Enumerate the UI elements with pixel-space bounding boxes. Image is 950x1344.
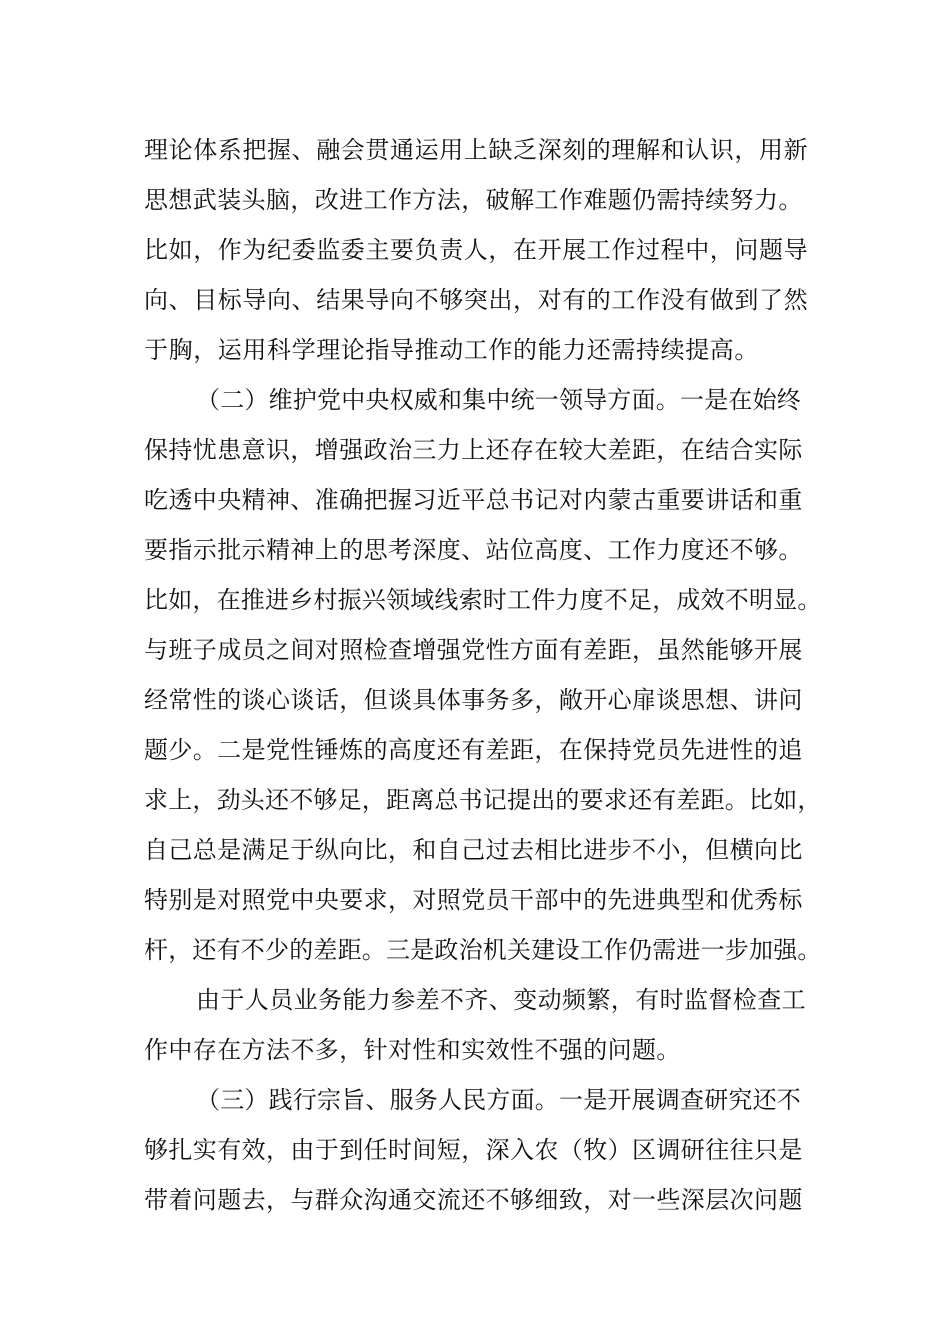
body-text-line: 求上，劲头还不够足，距离总书记提出的要求还有差距。比如， (144, 786, 822, 814)
body-text-line: （二）维护党中央权威和集中统一领导方面。一是在始终 (196, 386, 801, 414)
body-text-line: 与班子成员之间对照检查增强党性方面有差距，虽然能够开展 (144, 636, 803, 664)
body-text-line: 题少。二是党性锤炼的高度还有差距，在保持党员先进性的追 (144, 736, 803, 764)
body-text-line: 比如，作为纪委监委主要负责人，在开展工作过程中，问题导 (144, 236, 809, 264)
body-text-line: 作中存在方法不多，针对性和实效性不强的问题。 (144, 1036, 681, 1064)
body-text-line: 特别是对照党中央要求，对照党员干部中的先进典型和优秀标 (144, 886, 803, 914)
body-text-line: 自己总是满足于纵向比，和自己过去相比进步不小，但横向比 (144, 836, 803, 864)
body-text-line: 吃透中央精神、准确把握习近平总书记对内蒙古重要讲话和重 (144, 486, 803, 514)
body-text-line: 思想武装头脑，改进工作方法，破解工作难题仍需持续努力。 (144, 186, 803, 214)
body-text-line: 保持忧患意识，增强政治三力上还存在较大差距，在结合实际 (144, 436, 803, 464)
body-text-line: 向、目标导向、结果导向不够突出，对有的工作没有做到了然 (144, 286, 809, 314)
body-text-line: 于胸，运用科学理论指导推动工作的能力还需持续提高。 (144, 336, 759, 364)
body-text-line: 要指示批示精神上的思考深度、站位高度、工作力度还不够。 (144, 536, 803, 564)
body-text-line: 由于人员业务能力参差不齐、变动频繁，有时监督检查工 (196, 986, 806, 1014)
body-text-line: 够扎实有效，由于到任时间短，深入农（牧）区调研往往只是 (144, 1136, 803, 1164)
body-text-line: （三）践行宗旨、服务人民方面。一是开展调查研究还不 (196, 1086, 801, 1114)
body-text-line: 带着问题去，与群众沟通交流还不够细致，对一些深层次问题 (144, 1186, 803, 1214)
body-text-line: 理论体系把握、融会贯通运用上缺乏深刻的理解和认识，用新 (144, 136, 809, 164)
body-text-line: 比如，在推进乡村振兴领域线索时工件力度不足，成效不明显。 (144, 586, 822, 614)
body-text-line: 经常性的谈心谈话，但谈具体事务多，敞开心扉谈思想、讲问 (144, 686, 803, 714)
body-text-line: 杆，还有不少的差距。三是政治机关建设工作仍需进一步加强。 (144, 936, 822, 964)
